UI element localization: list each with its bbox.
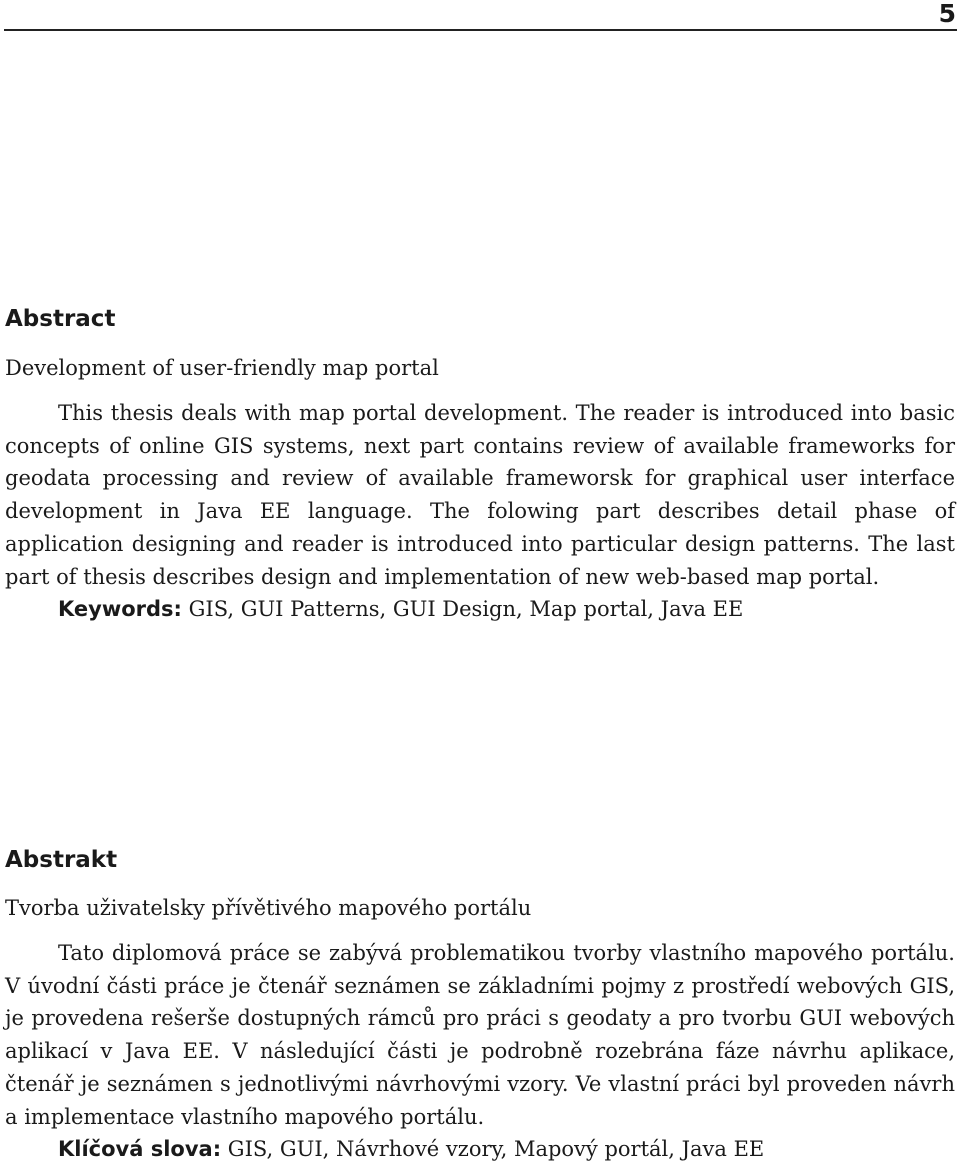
abstract-body-en: This thesis deals with map portal development. The reader is introduced into basic concepts of online GIS systems, next part contains review of available frameworks for geodata processing and review of available frameworsk for graphical user interface development in Java EE language. The folowing part describes detail phase of application designing and reader is introduced into particular design patterns. The last part of thesis describes design and implementation of new web-based map portal. bbox=[5, 401, 955, 589]
thesis-title-cz: Tvorba uživatelsky přívětivého mapového portálu bbox=[5, 896, 532, 920]
keywords-list-en: GIS, GUI Patterns, GUI Design, Map portal, Java EE bbox=[188, 597, 744, 622]
abstract-section-en bbox=[5, 304, 955, 625]
header-rule bbox=[4, 29, 957, 31]
keywords-line-cz bbox=[5, 1133, 955, 1165]
keywords-label-cz: Klíčová slova: bbox=[58, 1137, 222, 1162]
keywords-label-en: Keywords: bbox=[58, 597, 182, 622]
abstrakt-heading: Abstrakt bbox=[5, 847, 118, 873]
page-number: 5 bbox=[938, 0, 956, 28]
thesis-title-en: Development of user-friendly map portal bbox=[5, 356, 439, 380]
abstract-section-cz bbox=[5, 845, 955, 1165]
abstract-heading: Abstract bbox=[5, 306, 116, 332]
abstract-body-cz: Tato diplomová práce se zabývá problematikou tvorby vlastního mapového portálu. V úvodní části práce je čtenář seznámen se základními pojmy z prostředí webových GIS, je provedena rešerše dostupných rámců pro práci s geodaty a pro tvorbu GUI webových aplikací v Java EE. V následující části je podrobně rozebrána fáze návrhu aplikace, čtenář je seznámen s jednotlivými návrhovými vzory. Ve vlastní práci byl proveden návrh a implementace vlastního mapového portálu. bbox=[5, 941, 955, 1129]
keywords-line-en bbox=[5, 593, 955, 625]
keywords-list-cz: GIS, GUI, Návrhové vzory, Mapový portál, Java EE bbox=[227, 1137, 765, 1162]
